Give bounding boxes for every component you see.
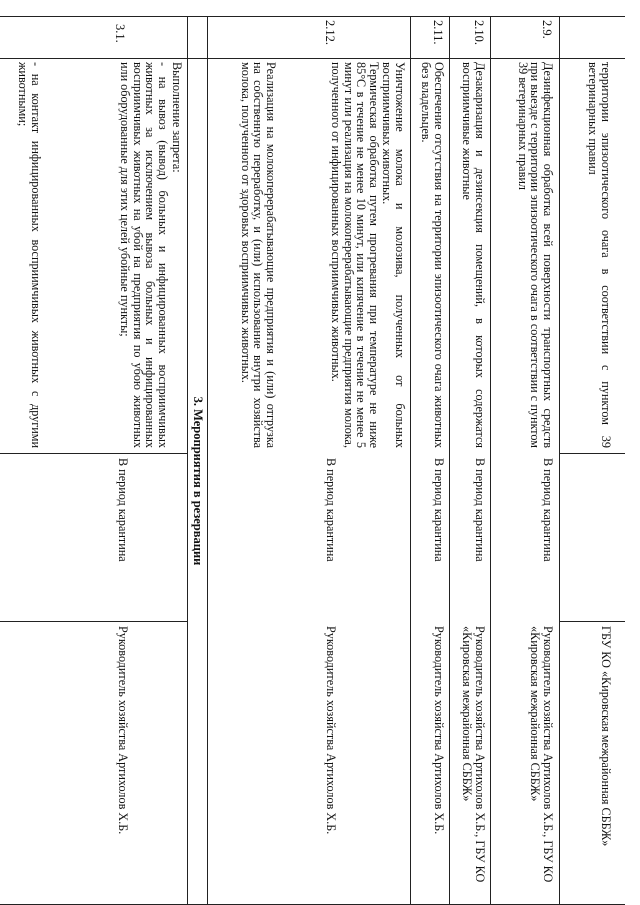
row-2-12-action-thermal-treatment: Термическая обработка путем прогревания при температуре не ниже 85°С в течение не менее 10 минут, или кипячение в течение не менее 5 минут или реализация на молокоперерабатывающие предприятия молока, полученного от инфицированных восприимчивых животных. <box>329 62 381 448</box>
row-continued-responsible: ГБУ КО «Кировская межрайонная СББЖ» <box>599 626 613 847</box>
row-3-1-responsible: Руководитель хозяйства Артихолов Х.Б. <box>116 626 130 835</box>
row-2-10-number: 2.10. <box>472 20 486 45</box>
row-2-10-term: В период карантина <box>473 458 487 562</box>
section-divider-bottom <box>187 16 188 904</box>
row-2-12-number: 2.12. <box>323 20 337 45</box>
row-continued-action: территории эпизоотического очага в соответствии с пунктом 39 ветеринарных правил <box>586 62 613 448</box>
row-3-1-number: 3.1. <box>113 24 127 43</box>
row-3-1-action-export-ban: - на вывоз (вывод) больных и инфицированных восприимчивых животных за исключением вывоза больных и инфицированных восприимчивых животных на убой на предприятия по убою животных или оборудованные для этих целей убойные пункты; <box>118 62 170 448</box>
row-2-9-number: 2.9. <box>540 20 554 39</box>
row-divider-2-10 <box>449 16 450 904</box>
table-border-term-lower <box>0 621 188 622</box>
row-2-12-action-sale-healthy-milk: Реализация на молокоперерабатывающие предприятия и (или) отгрузка на собственную переработку, и (или) использование внутри хозяйства молока, полученного от здоровых восприимчивых животных. <box>238 62 278 448</box>
row-2-10-action: Дезакаризация и дезинсекция помещений, в которых содержатся восприимчивые животные <box>460 62 487 448</box>
row-2-11-term: В период карантина <box>432 458 446 562</box>
table-border-left <box>0 16 625 17</box>
row-2-12-action-destroy-milk: Уничтожение молока и молозива, полученных от больных восприимчивых животных. <box>380 62 407 448</box>
row-2-12-responsible: Руководитель хозяйства Артихолов Х.Б. <box>324 626 338 835</box>
row-2-9-responsible: Руководитель хозяйства Артихолов Х.Б., ГБУ КО «Кировская межрайонная СББЖ» <box>528 626 555 883</box>
table-border-action-lower <box>0 453 188 454</box>
row-2-10-responsible: Руководитель хозяйства Артихолов Х.Б., ГБУ КО «Кировская межрайонная СББЖ» <box>460 626 487 883</box>
row-divider-2-8 <box>559 16 560 904</box>
row-divider-2-11 <box>410 16 411 904</box>
row-2-11-responsible: Руководитель хозяйства Артихолов Х.Б. <box>432 626 446 835</box>
row-2-11-number: 2.11. <box>431 20 445 45</box>
row-divider-2-9 <box>490 16 491 904</box>
table-border-action <box>560 453 625 454</box>
section-divider-top <box>207 16 208 904</box>
row-2-11-action: Обеспечение отсутствия на территории эпизоотического очага животных без владельцев. <box>419 62 446 448</box>
row-2-9-action: Дезинфекционная обработка всей поверхности транспортных средств при выезде с территории эпизоотического очага в соответствии с пунктом 39 ветеринарных правил <box>515 62 555 448</box>
section-heading-reservation: 3. Мероприятия в резервации <box>191 396 205 566</box>
row-2-12-term: В период карантина <box>324 458 338 562</box>
row-3-1-action-contact-ban: - на контакт инфицированных восприимчивых животных с другими животными; <box>16 62 43 448</box>
table-border-term <box>560 621 625 622</box>
table-border-num <box>0 58 625 59</box>
row-2-9-term: В период карантина <box>541 458 555 562</box>
row-3-1-term: В период карантина <box>116 458 130 562</box>
row-3-1-action-intro: Выполнение запрета: <box>170 62 184 173</box>
